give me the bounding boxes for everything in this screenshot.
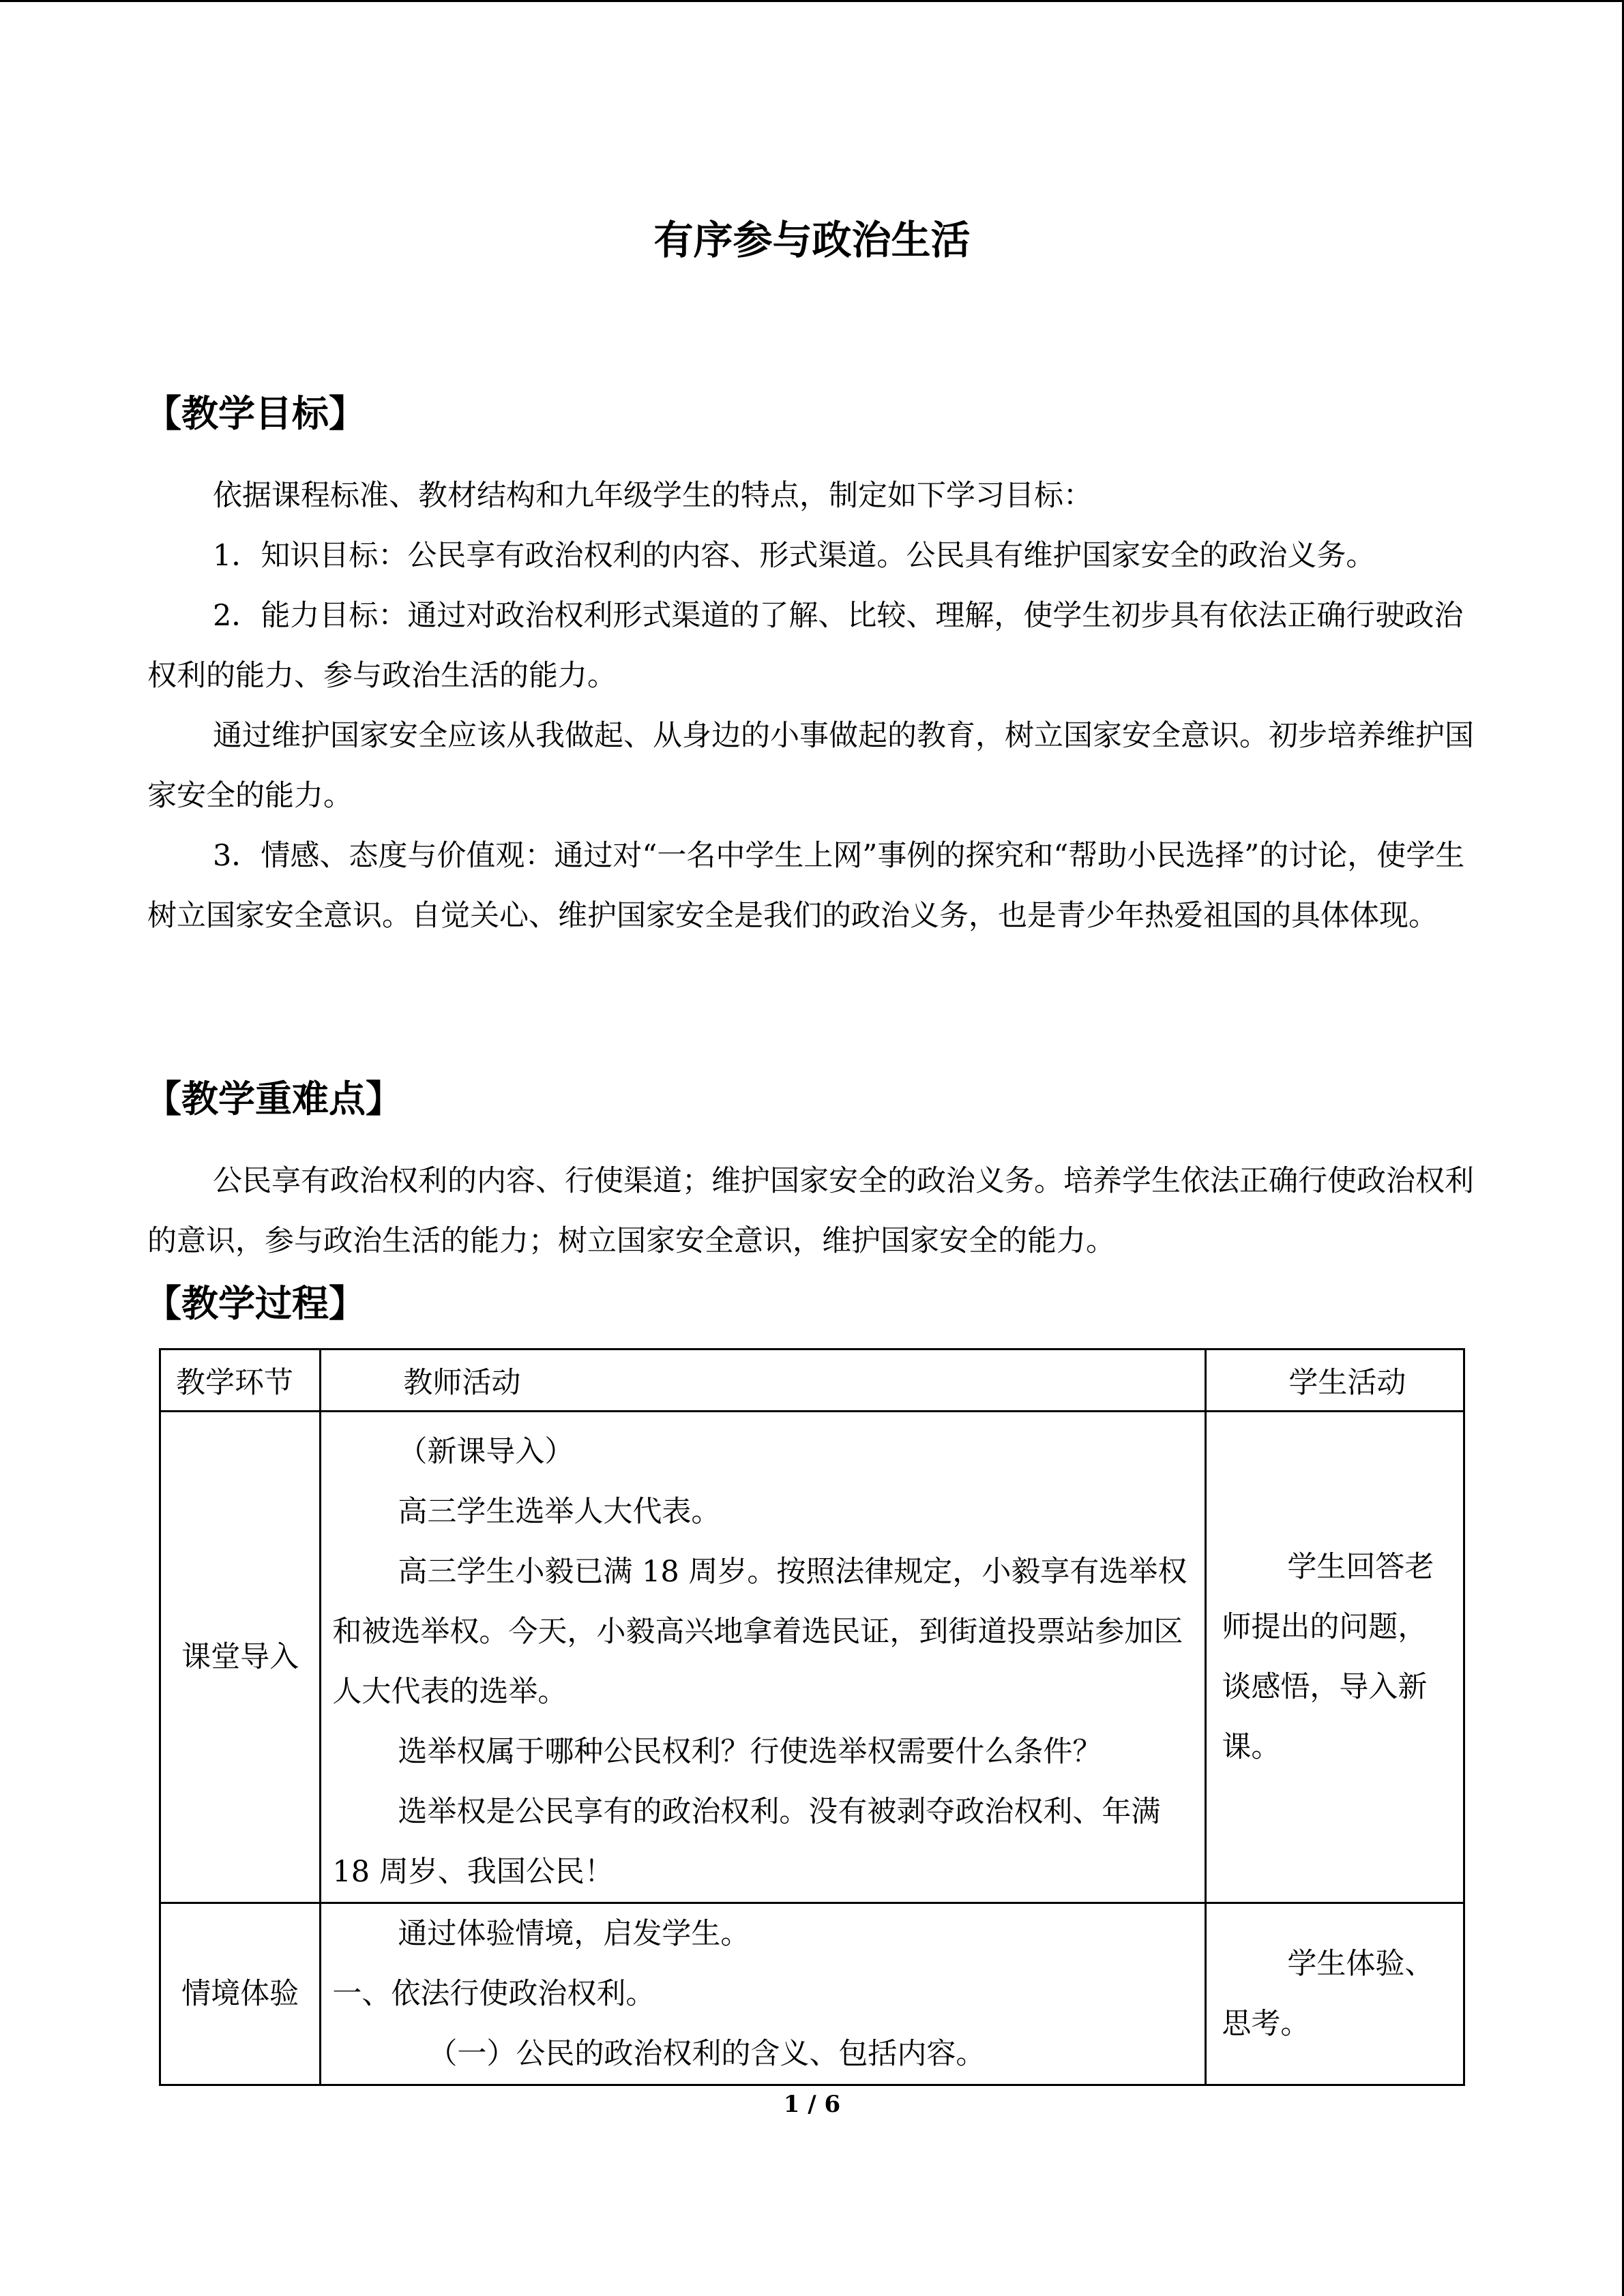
table-header-row: [160, 1350, 1464, 1412]
student-activity-text: 学生体验、思考。: [1222, 1947, 1434, 2041]
page-number: 1 / 6: [783, 2091, 841, 2118]
key-points-paragraph: 公民享有政治权利的内容、行使渠道；维护国家安全的政治义务。培养学生依法正确行使政治权利的意识，参与政治生活的能力；树立国家安全意识，维护国家安全的能力。: [147, 1164, 1474, 1258]
teacher-activity-cell: [321, 1903, 1206, 2085]
heading-process: 【教学过程】: [145, 1282, 366, 1325]
teacher-activity-line: 一、依法行使政治权利。: [332, 1977, 655, 2011]
header-stage: 教学环节: [160, 1350, 321, 1412]
teacher-activity-line: 通过体验情境，启发学生。: [398, 1917, 750, 1951]
page-border-top: [0, 0, 1624, 2]
objectives-paragraph: 通过维护国家安全应该从我做起、从身边的小事做起的教育，树立国家安全意识。初步培养维护国家安全的能力。: [147, 719, 1474, 813]
heading-objectives: 【教学目标】: [145, 392, 366, 435]
lesson-process-table: [159, 1348, 1465, 2086]
objectives-paragraph: 3．情感、态度与价值观：通过对“一名中学生上网”事例的探究和“帮助小民选择”的讨论，使学生树立国家安全意识。自觉关心、维护国家安全是我们的政治义务，也是青少年热爱祖国的具体体现。: [147, 839, 1465, 933]
stage-cell: 情境体验: [160, 1903, 321, 2085]
table-row: [160, 1412, 1464, 1903]
teacher-activity-line: （新课导入）: [398, 1435, 574, 1469]
teacher-activity-cell: [321, 1412, 1206, 1903]
header-student: 学生活动: [1206, 1350, 1464, 1412]
student-activity-cell: [1206, 1903, 1464, 2085]
teacher-activity-line: 选举权属于哪种公民权利？行使选举权需要什么条件？: [398, 1735, 1102, 1769]
stage-cell: 课堂导入: [160, 1412, 321, 1903]
heading-key-points: 【教学重难点】: [145, 1077, 402, 1120]
teacher-activity-line: 高三学生小毅已满 18 周岁。按照法律规定，小毅享有选举权和被选举权。今天，小毅高兴地拿着选民证，到街道投票站参加区人大代表的选举。: [332, 1555, 1187, 1709]
teacher-activity-line: 高三学生选举人大代表。: [398, 1495, 721, 1529]
objectives-paragraph: 2．能力目标：通过对政治权利形式渠道的了解、比较、理解，使学生初步具有依法正确行驶政治权利的能力、参与政治生活的能力。: [147, 599, 1464, 693]
header-teacher: 教师活动: [321, 1350, 1206, 1412]
table-row: [160, 1903, 1464, 2085]
student-activity-text: 学生回答老师提出的问题，谈感悟，导入新课。: [1222, 1550, 1434, 1764]
student-activity-cell: [1206, 1412, 1464, 1903]
key-points-body: [147, 1151, 1477, 1271]
teacher-activity-line: （一）公民的政治权利的含义、包括内容。: [428, 2037, 986, 2071]
objectives-paragraph: 依据课程标准、教材结构和九年级学生的特点，制定如下学习目标：: [213, 479, 1093, 513]
objectives-body: [147, 466, 1477, 946]
objectives-paragraph: 1．知识目标：公民享有政治权利的内容、形式渠道。公民具有维护国家安全的政治义务。: [213, 539, 1376, 573]
teacher-activity-line: 选举权是公民享有的政治权利。没有被剥夺政治权利、年满 18 周岁、我国公民！: [332, 1795, 1161, 1889]
document-title: 有序参与政治生活: [653, 217, 971, 263]
